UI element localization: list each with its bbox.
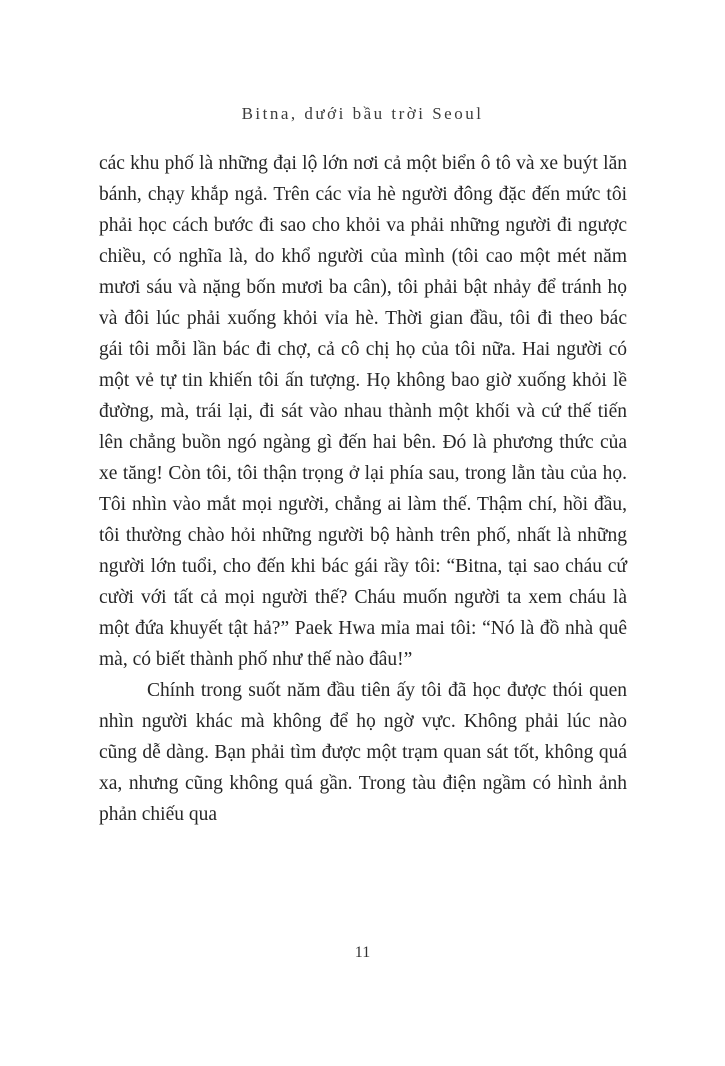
running-head: Bitna, dưới bầu trời Seoul	[241, 104, 484, 123]
paragraph: các khu phố là những đại lộ lớn nơi cả một biển ô tô và xe buýt lăn bánh, chạy khắp ngả. Trên các vỉa hè người đông đặc đến mức tôi phải học cách bước đi sao cho khỏi va phải những người đi ngược chiều, có nghĩa là, do khổ người của mình (tôi cao một mét năm mươi sáu và nặng bốn mươi ba cân), tôi phải bật nhảy để tránh họ và đôi lúc phải xuống khỏi vỉa hè. Thời gian đầu, tôi đi theo bác gái tôi mỗi lần bác đi chợ, cả cô chị họ của tôi nữa. Hai người có một vẻ tự tin khiến tôi ấn tượng. Họ không bao giờ xuống khỏi lề đường, mà, trái lại, đi sát vào nhau thành một khối và cứ thế tiến lên chẳng buồn ngó ngàng gì đến hai bên. Đó là phương thức của xe tăng! Còn tôi, tôi thận trọng ở lại phía sau, trong lằn tàu của họ. Tôi nhìn vào mắt mọi người, chẳng ai làm thế. Thậm chí, hồi đầu, tôi thường chào hỏi những người bộ hành trên phố, nhất là những người lớn tuổi, cho đến khi bác gái rầy tôi: “Bitna, tại sao cháu cứ cười với tất cả mọi người thế? Cháu muốn người ta xem cháu là một đứa khuyết tật hả?” Paek Hwa mỉa mai tôi: “Nó là đồ nhà quê mà, có biết thành phố như thế nào đâu!”	[99, 153, 627, 670]
paragraph: Chính trong suốt năm đầu tiên ấy tôi đã học được thói quen nhìn người khác mà không để họ ngờ vực. Không phải lúc nào cũng dễ dàng. Bạn phải tìm được một trạm quan sát tốt, không quá xa, nhưng cũng không quá gần. Trong tàu điện ngầm có hình ảnh phản chiếu qua	[99, 680, 627, 825]
page-number: 11	[354, 944, 371, 961]
body-text	[99, 148, 627, 830]
